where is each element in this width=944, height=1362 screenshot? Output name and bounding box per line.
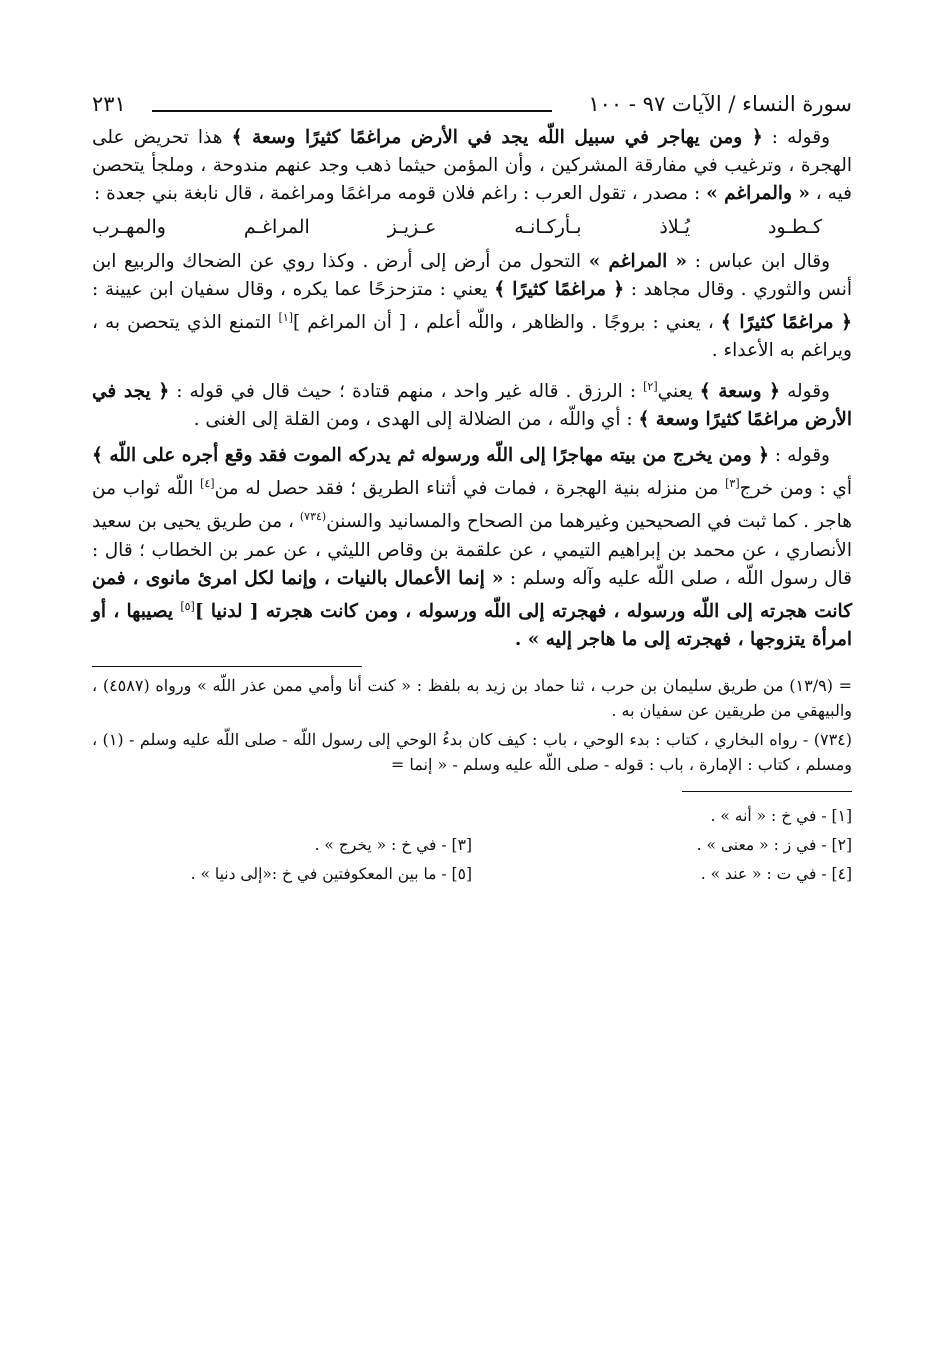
note-item: [٢] - في ز : « معنى » . <box>696 835 852 854</box>
notes-divider <box>682 791 852 792</box>
poem-word: كـطـود <box>767 216 822 238</box>
page-number: ٢٣١ <box>92 92 126 116</box>
term: « المراغم » <box>588 251 688 272</box>
header-title: سورة النساء / الآيات ٩٧ - ١٠٠ <box>588 92 852 116</box>
poem-word: والمهـرب <box>92 216 166 238</box>
note-marker: [٣] <box>725 477 740 491</box>
paragraph-1: وقوله : ﴿ ومن يهاجر في سبيل اللّه يجد في الأرض مراغمًا كثيرًا وسعة ﴾ هذا تحريض على الهجرة ، وترغيب في مفارقة المشركين ، وأن المؤمن حيثما ذهب وجد عنهم مندوحة ، وملجأ يتحصن فيه ، « والمراغم » : مصدر ، تقول العرب : راغم فلان قومه مراغمًا ومراغمة ، قال نابغة بني جعدة : <box>92 127 852 204</box>
note-item: [٤] - في ت : « عند » . <box>700 864 852 883</box>
paragraph-2: وقال ابن عباس : « المراغم » التحول من أرض إلى أرض . وكذا روي عن الضحاك والربيع ابن أنس والثوري . وقال مجاهد : ﴿ مراغمًا كثيرًا ﴾ يعني : متزحزحًا عما يكره ، وقال سفيان ابن عيينة : ﴿ مراغمًا كثيرًا ﴾ ، يعني : بروجًا . والظاهر ، واللّه أعلم ، [ أن المراغم ][١] التمنع الذي يتحصن به ، ويراغم به الأعداء . <box>92 251 852 362</box>
quran-verse: ﴿ ومن يخرج من بيته مهاجرًا إلى اللّه ورسوله ثم يدركه الموت فقد وقع أجره على اللّه ﴾ <box>92 445 769 467</box>
footnote-divider <box>92 666 362 667</box>
note-marker: [٤] <box>200 477 215 491</box>
manuscript-notes <box>92 802 852 889</box>
poem-word: المراغـم <box>243 216 310 238</box>
term: ﴿ وسعة ﴾ <box>699 381 781 403</box>
quran-verse: ﴿ ومن يهاجر في سبيل اللّه يجد في الأرض مراغمًا كثيرًا وسعة ﴾ <box>231 127 763 148</box>
poem-word: عـزيـز <box>387 216 437 238</box>
term: « والمراغم » <box>706 183 810 204</box>
note-item <box>92 802 472 831</box>
note-item: [٥] - ما بين المعكوفتين في خ :«إلى دنيا » . <box>190 864 472 883</box>
note-item: [٣] - في خ : « يخرج » . <box>314 835 472 854</box>
note-marker: [٥] <box>180 599 195 613</box>
paragraph-4: وقوله : ﴿ ومن يخرج من بيته مهاجرًا إلى اللّه ورسوله ثم يدركه الموت فقد وقع أجره على اللّه ﴾ أي : ومن خرج[٣] من منزله بنية الهجرة ، فمات في أثناء الطريق ؛ فقد حصل له من[٤] اللّه ثواب من هاجر . كما ثبت في الصحيحين وغيرهما من الصحاح والمسانيد والسنن$^{(٧٣٤)}$ ، من طريق يحيى بن سعيد الأنصاري ، عن محمد بن إبراهيم التيمي ، عن علقمة بن وقاص الليثي ، عن عمر بن الخطاب ؛ قال : قال رسول اللّه ، صلى اللّه عليه وآله وسلم : « إنما الأعمال بالنيات ، وإنما لكل امرئ مانوى ، فمن كانت هجرته إلى اللّه ورسوله ، فهجرته إلى اللّه ورسوله ، ومن كانت هجرته [ لدنيا ][٥] يصيبها ، أو امرأة يتزوجها ، فهجرته إلى ما هاجر إليه » . <box>92 445 853 650</box>
note-marker: [١] <box>278 311 294 324</box>
paragraph-3: وقوله ﴿ وسعة ﴾ يعني[٢] : الرزق . قاله غير واحد ، منهم قتادة ؛ حيث قال في قوله : ﴿ يجد في الأرض مراغمًا كثيرًا وسعة ﴾ : أي واللّه ، من الضلالة إلى الهدى ، ومن القلة إلى الغنى . <box>92 380 852 431</box>
hadith-text: يصيبها ، أو امرأة يتزوجها ، فهجرته إلى ما هاجر إليه » . <box>92 600 852 650</box>
header-rule <box>152 110 552 112</box>
term: ﴿ مراغمًا كثيرًا ﴾ <box>494 279 625 300</box>
poem-word: بـأركـانـه <box>514 216 582 238</box>
note-item: [١] - في خ : « أنه » . <box>710 806 852 825</box>
footnote-ref: (٧٣٤) <box>299 510 327 524</box>
poem-verse <box>92 216 822 238</box>
book-page <box>92 88 852 1362</box>
running-header <box>92 88 852 124</box>
footnote-continued: = (١٣/٩) من طريق سليمان بن حرب ، ثنا حماد بن زيد به بلفظ : « كنت أنا وأمي ممن عذر اللّه » ورواه (٤٥٨٧) ، والبيهقي من طريقين عن سفيان به . <box>92 675 852 720</box>
footnote-734: (٧٣٤) - رواه البخاري ، كتاب : بدء الوحي ، باب : كيف كان بدءُ الوحي إلى رسول اللّه - صلى اللّه عليه وسلم - (١) ، ومسلم ، كتاب : الإمارة ، باب : قوله - صلى اللّه عليه وسلم - « إنما = <box>92 729 853 774</box>
term: ﴿ مراغمًا كثيرًا ﴾ <box>720 312 852 334</box>
note-marker: [٢] <box>643 380 658 394</box>
hadith-text: « إنما الأعمال بالنيات ، وإنما لكل امرئ مانوى ، فمن كانت هجرته إلى اللّه ورسوله ، فهجرته إلى اللّه ورسوله ، ومن كانت هجرته [ لدنيا ] <box>92 567 853 622</box>
poem-word: يُـلاذ <box>659 216 691 238</box>
quran-verse: ﴿ يجد في الأرض مراغمًا كثيرًا وسعة ﴾ <box>92 381 852 431</box>
